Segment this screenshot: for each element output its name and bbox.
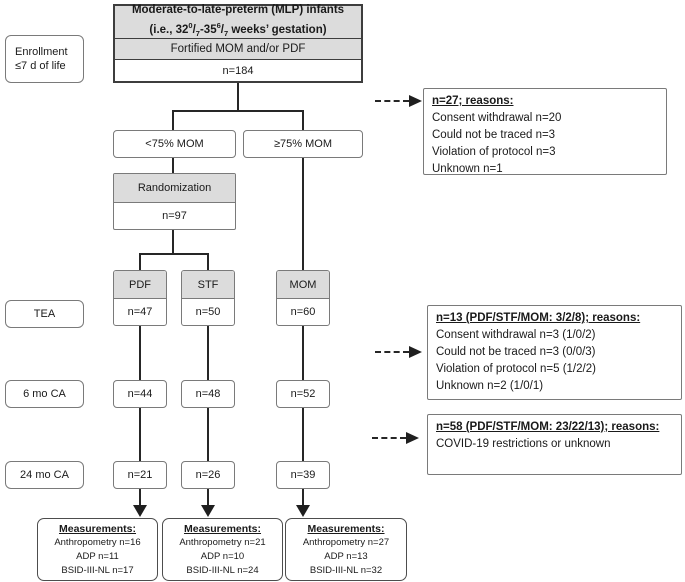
arrow-down-icon — [133, 505, 147, 517]
connector-mom-to-measurements — [302, 488, 304, 506]
measurement-line: BSID-III-NL n=24 — [186, 565, 259, 576]
measurement-line: ADP n=10 — [200, 551, 245, 562]
arrow-right-icon — [409, 346, 422, 358]
enrolled-n: n=184 — [115, 60, 361, 81]
dashed-line-dropout-1 — [375, 100, 409, 102]
arrow-right-icon — [406, 432, 419, 444]
dropout-box-2 — [427, 305, 682, 400]
connector-split-randomization — [139, 253, 209, 255]
arm-box-mom — [276, 270, 330, 326]
arm-label-stf: STF — [182, 271, 234, 299]
arm-label-mom: MOM — [277, 271, 329, 299]
connector-ge75-to-mom — [302, 157, 304, 270]
measurements-title: Measurements: — [183, 523, 262, 535]
connector-split-top — [172, 110, 304, 112]
dropout-2-reason: Could not be traced n=3 (0/0/3) — [436, 346, 596, 358]
connector-randomization-stem — [172, 229, 174, 254]
top-population-box — [113, 4, 363, 83]
stage-label-24mo: 24 mo CA — [5, 461, 84, 489]
measurements-title: Measurements: — [58, 523, 137, 535]
measurement-line: ADP n=13 — [324, 551, 368, 562]
randomization-label: Randomization — [114, 174, 235, 203]
lt75-mom-box: <75% MOM — [113, 130, 236, 158]
connector-stf-to-measurements — [207, 488, 209, 506]
measurement-line: Anthropometry n=21 — [179, 537, 266, 548]
connector-pdf-tea-6mo — [139, 326, 141, 380]
connector-to-ge75 — [302, 110, 304, 130]
dropout-1-reason: Consent withdrawal n=20 — [432, 112, 562, 124]
connector-main-stem — [237, 83, 239, 110]
enrollment-label-line2: ≤7 d of life — [15, 60, 66, 72]
tea-n-stf: n=50 — [195, 306, 221, 318]
measurement-line: BSID-III-NL n=32 — [309, 565, 383, 576]
arrow-down-icon — [296, 505, 310, 517]
connector-to-stf — [207, 253, 209, 270]
randomization-box — [113, 173, 236, 230]
6mo-n-mom: n=52 — [276, 380, 330, 408]
measurements-box-stf — [162, 518, 283, 581]
dropout-1-reason: Could not be traced n=3 — [432, 129, 556, 141]
measurement-line: ADP n=11 — [76, 551, 119, 562]
randomization-n: n=97 — [162, 210, 187, 222]
population-title-line1: Moderate-to-late-preterm (MLP) infants — [131, 3, 345, 16]
connector-to-pdf — [139, 253, 141, 270]
ge75-mom-box: ≥75% MOM — [243, 130, 363, 158]
arm-box-stf — [181, 270, 235, 326]
dropout-3-reason: COVID-19 restrictions or unknown — [436, 438, 611, 450]
24mo-n-mom: n=39 — [276, 461, 330, 489]
dropout-2-reason: Unknown n=2 (1/0/1) — [436, 380, 544, 392]
dashed-line-dropout-3 — [372, 437, 406, 439]
24mo-n-stf: n=26 — [181, 461, 235, 489]
dashed-line-dropout-2 — [375, 351, 409, 353]
dropout-3-title: n=58 (PDF/STF/MOM: 23/22/13); reasons: — [436, 421, 660, 433]
dropout-2-reason: Consent withdrawal n=3 (1/0/2) — [436, 329, 596, 341]
connector-lt75-to-randomization — [172, 157, 174, 173]
arm-label-pdf: PDF — [114, 271, 166, 299]
feeding-subtitle: Fortified MOM and/or PDF — [115, 39, 361, 60]
dropout-1-reason: Violation of protocol n=3 — [432, 146, 556, 158]
enrollment-label-line1: Enrollment — [15, 46, 68, 58]
connector-stf-tea-6mo — [207, 326, 209, 380]
24mo-n-pdf: n=21 — [113, 461, 167, 489]
dropout-1-reason: Unknown n=1 — [432, 163, 503, 175]
connector-mom-6mo-24mo — [302, 407, 304, 461]
tea-n-pdf: n=47 — [127, 306, 153, 318]
population-title — [115, 3, 361, 39]
dropout-box-3 — [427, 414, 682, 475]
dropout-2-title: n=13 (PDF/STF/MOM: 3/2/8); reasons: — [436, 312, 641, 324]
population-title-line2: (i.e., $32^0/_7-35^6/_7$ weeks’ gestation) — [149, 20, 327, 39]
measurement-line: Anthropometry n=16 — [54, 537, 141, 548]
connector-to-lt75 — [172, 110, 174, 130]
dropout-1-title: n=27; reasons: — [432, 95, 514, 107]
stage-label-tea: TEA — [5, 300, 84, 328]
measurements-box-pdf — [37, 518, 158, 581]
6mo-n-stf: n=48 — [181, 380, 235, 408]
dropout-2-reason: Violation of protocol n=5 (1/2/2) — [436, 363, 596, 375]
dropout-box-1 — [423, 88, 667, 175]
connector-pdf-to-measurements — [139, 488, 141, 506]
measurements-box-mom — [285, 518, 407, 581]
connector-mom-tea-6mo — [302, 326, 304, 380]
arrow-down-icon — [201, 505, 215, 517]
measurements-title: Measurements: — [307, 523, 385, 535]
enrollment-label — [5, 35, 84, 83]
6mo-n-pdf: n=44 — [113, 380, 167, 408]
connector-stf-6mo-24mo — [207, 407, 209, 461]
arm-box-pdf — [113, 270, 167, 326]
measurement-line: BSID-III-NL n=17 — [61, 565, 134, 576]
stage-label-6mo: 6 mo CA — [5, 380, 84, 408]
tea-n-mom: n=60 — [290, 306, 316, 318]
connector-pdf-6mo-24mo — [139, 407, 141, 461]
arrow-right-icon — [409, 95, 422, 107]
measurement-line: Anthropometry n=27 — [302, 537, 390, 548]
